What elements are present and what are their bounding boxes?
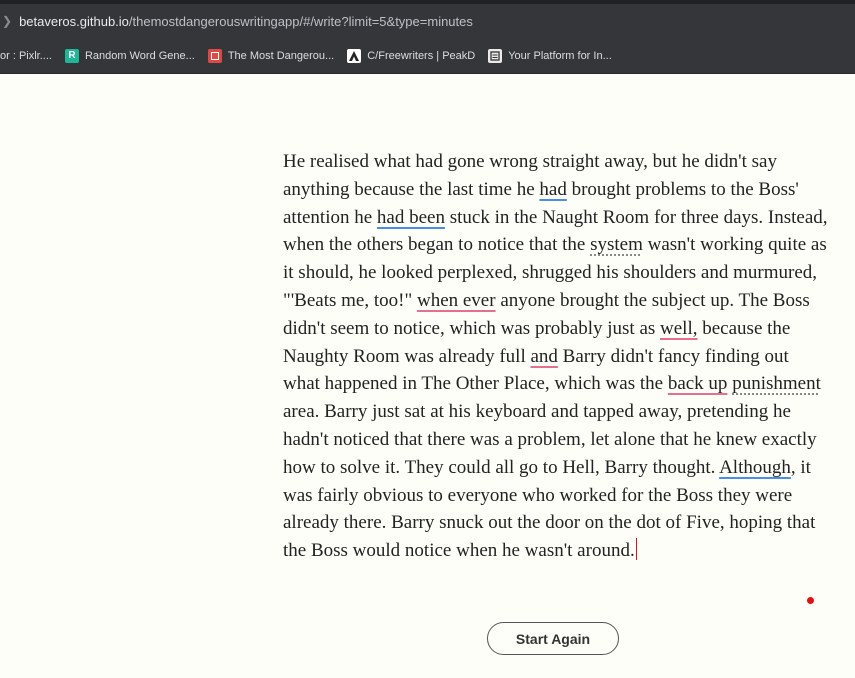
bookmark-label: Your Platform for In... <box>508 49 612 62</box>
writing-page <box>0 75 855 678</box>
bookmark-freewriters[interactable] <box>347 49 475 63</box>
bookmark-your-platform[interactable] <box>488 49 612 63</box>
chevron-right-icon: ❯ <box>2 14 13 28</box>
spelling-flag[interactable]: back up <box>667 373 728 395</box>
bookmark-pixlr[interactable] <box>0 50 52 62</box>
record-indicator-icon <box>807 597 814 604</box>
start-again-button[interactable]: Start Again <box>487 622 619 655</box>
grammar-flag[interactable]: Although <box>719 456 791 478</box>
writing-editor[interactable]: He realised what had gone wrong straight away, but he didn't say anything because the last time he had brought problems to the Boss' attention he had been stuck in the Naught Room for three days. Instead, when the others began to notice that the system wasn't working quite as it should, he looked perplexed, shrugged his shoulders and murmured, "'Beats me, too!" when ever anyone brought the subject up. The Boss didn't seem to notice, which was probably just as well, because the Naughty Room was already full and Barry didn't fancy finding out what happened in The Other Place, which was the back up punishment area. Barry just sat at his keyboard and tapped away, pretending he hadn't noticed that there was a problem, let alone that he knew exactly how to solve it. They could all go to Hell, Barry thought. Although, it was fairly obvious to everyone who worked for the Boss they were already there. Barry snuck out the door on the dot of Five, hoping that the Boss would notice when he wasn't around. <box>283 151 828 562</box>
spelling-flag[interactable]: and <box>530 345 558 367</box>
bookmark-label: The Most Dangerou... <box>227 49 335 62</box>
text-caret <box>636 538 637 560</box>
grammar-flag[interactable]: had <box>539 178 567 200</box>
document-icon <box>488 49 502 63</box>
spelling-flag[interactable]: when ever <box>416 289 496 311</box>
bookmark-most-dangerous[interactable] <box>208 49 334 63</box>
bookmarks-bar <box>0 38 855 74</box>
url-text[interactable]: betaveros.github.io/themostdangerouswritingapp/#/write?limit=5&type=minutes <box>19 13 473 29</box>
r-icon: R <box>65 49 79 63</box>
style-flag[interactable]: system <box>590 234 643 256</box>
red-square-icon <box>208 49 222 63</box>
peakd-triangle-icon <box>347 49 361 63</box>
bookmark-label: or : Pixlr.... <box>0 49 52 62</box>
spelling-flag[interactable]: well, <box>660 317 698 339</box>
bookmark-label: C/Freewriters | PeakD <box>367 49 476 62</box>
address-bar[interactable] <box>0 0 855 38</box>
grammar-flag[interactable]: had been <box>376 206 445 228</box>
bookmark-label: Random Word Gene... <box>84 49 195 62</box>
style-flag[interactable]: punishment <box>732 373 821 395</box>
bookmark-random-word[interactable] <box>65 49 195 63</box>
